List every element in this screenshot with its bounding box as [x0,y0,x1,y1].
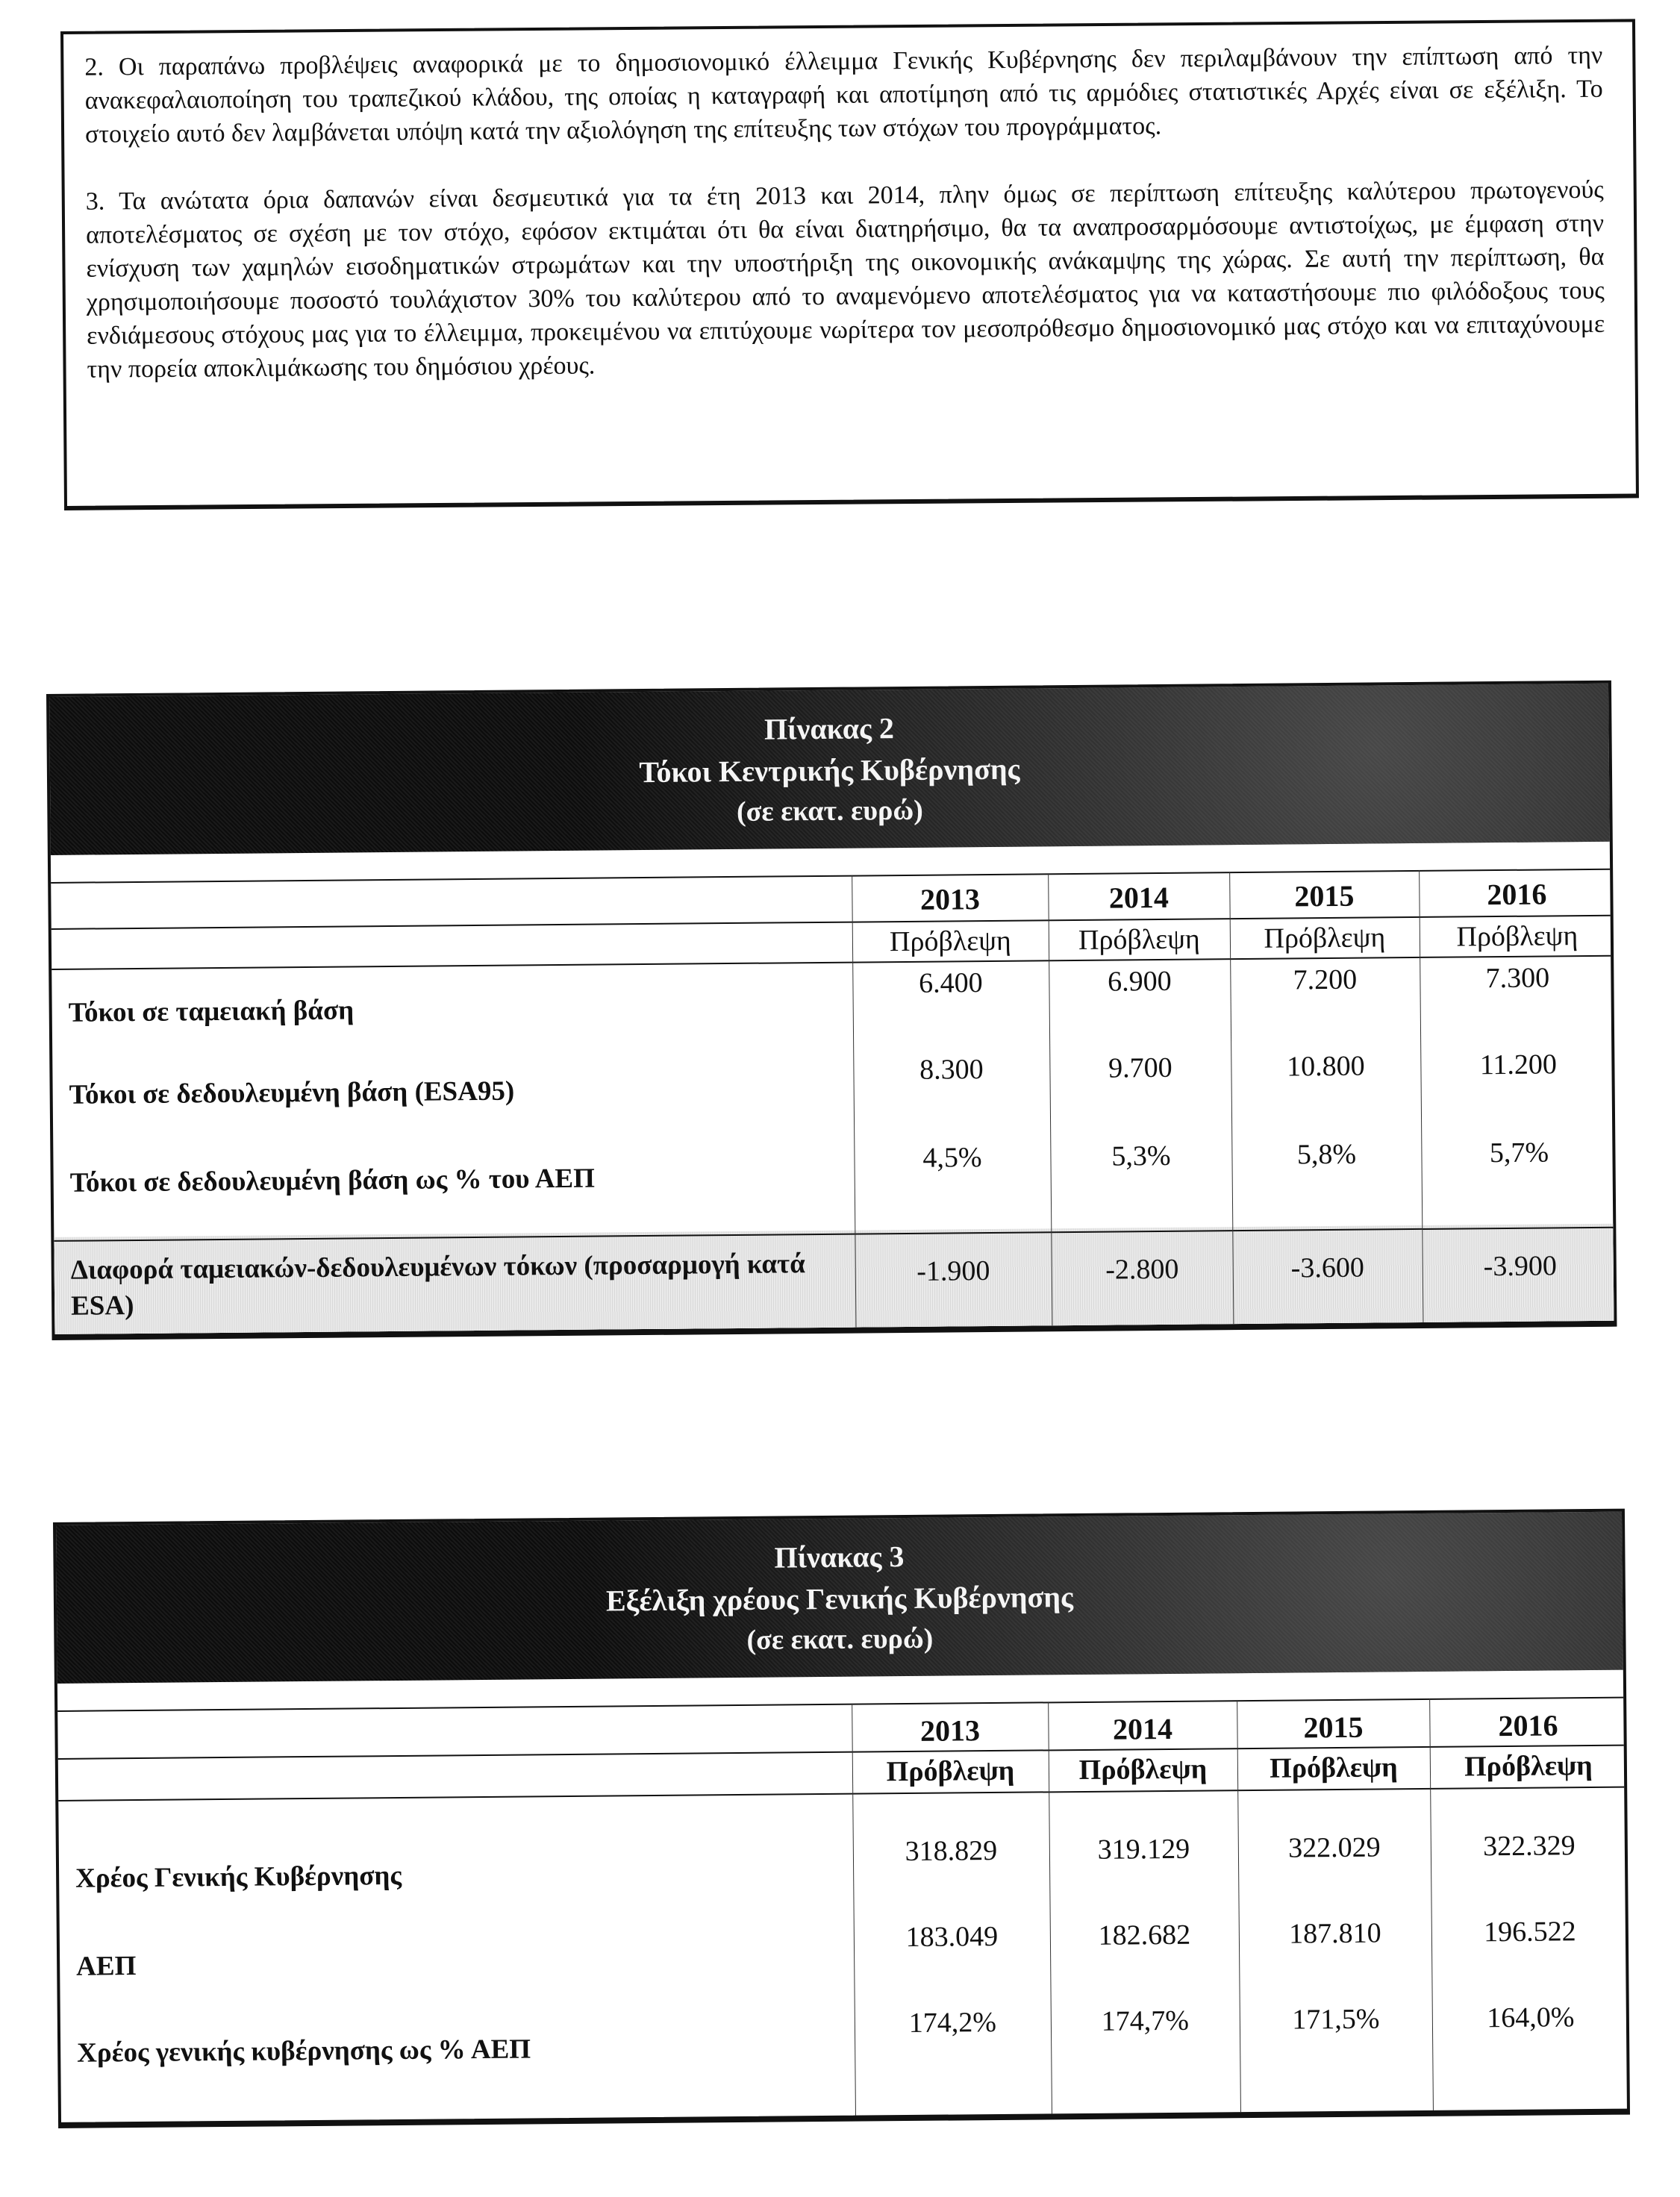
table-cell: -3.600 [1290,1251,1365,1284]
table-cell: 322.029 [1287,1831,1381,1864]
note-paragraph-3: 3. Τα ανώτατα όρια δαπανών είναι δεσμευτικά για τα έτη 2013 και 2014, πλην όμως σε περίπτωση επίτευξης καλύτερου πρωτογενούς αποτελέσματος σε σχέση με τον στόχο, εφόσον εκτιμάται ότι θα είναι διατηρήσιμο, θα τα αναπροσαρμόσουμε αντιστοίχως, με έμφαση στην ενίσχυση των χαμηλών εισοδηματικών στρωμάτων και την υποστήριξη της οικονομικής ανάκαμψης της χώρας. Σε αυτή την περίπτωση, θα χρησιμοποιήσουμε ποσοστό τουλάχιστον 30% του καλύτερου από το αναμενόμενο αποτελέσματος για να καταστήσουμε πιο φιλόδοξους τους ενδιάμεσους στόχους μας για το έλλειμμα, προκειμένου να επιτύχουμε νωρίτερα τον μεσοπρόθεσμο δημοσιονομικό μας στόχο και να επιταχύνουμε την πορεία αποκλιμάκωσης του δημόσιου χρέους. [85,175,1605,384]
row-label-debt-pct-gdp: Χρέος γενικής κυβέρνησης ως % ΑΕΠ [77,2034,531,2069]
table-3-header [56,1512,1623,1684]
table-cell: 7.300 [1485,962,1550,995]
year-2014: 2014 [1112,1711,1173,1746]
table-cell: 171,5% [1292,2003,1380,2036]
table-cell: 5,7% [1489,1137,1549,1169]
year-2013: 2013 [919,882,981,916]
table-cell: 318.829 [905,1834,998,1868]
forecast-label: Πρόβλεψη [1269,1751,1398,1784]
year-2013: 2013 [919,1713,981,1748]
table-3-debt [53,1509,1630,2128]
table-cell: 183.049 [905,1920,999,1954]
row-label-cash-interest: Τόκοι σε ταμειακή βάση [68,995,355,1028]
table-cell: 6.900 [1107,965,1172,998]
table-cell: 319.129 [1097,1833,1190,1866]
forecast-label: Πρόβλεψη [1264,922,1386,954]
row-label-cash-accrual-difference: Διαφορά ταμειακών-δεδουλευμένων τόκων (προσαρμογή κατά ESA) [70,1248,805,1322]
table-cell: 7.200 [1293,963,1358,996]
row-label-gdp: ΑΕΠ [76,1951,137,1982]
table-2-title: Πίνακας 2 [764,711,895,746]
table-cell: 4,5% [922,1142,982,1174]
table-2-subtitle: Τόκοι Κεντρικής Κυβέρνησης [639,751,1020,790]
table-3-subtitle: Εξέλιξη χρέους Γενικής Κυβέρνησης [605,1580,1074,1618]
divider [58,1787,1624,1801]
table-cell: 6.400 [918,967,983,999]
year-2015: 2015 [1294,878,1355,913]
table-cell: 182.682 [1098,1919,1191,1951]
year-2014: 2014 [1108,880,1170,915]
year-2016: 2016 [1498,1708,1558,1743]
table-cell: -3.900 [1483,1250,1558,1283]
table-cell: 174,7% [1101,2004,1190,2037]
table-2-unit: (σε εκατ. ευρώ) [736,794,923,828]
table-cell: 187.810 [1288,1917,1381,1950]
table-cell: 11.200 [1479,1049,1558,1081]
table-cell: 174,2% [908,2006,997,2040]
row-label-government-debt: Χρέος Γενικής Κυβέρνησης [75,1860,402,1894]
table-2-interest [46,681,1617,1340]
forecast-label: Πρόβλεψη [889,925,1012,958]
table-cell: 8.300 [919,1054,984,1086]
notes-box [60,19,1639,510]
table-2-header [49,684,1610,855]
table-cell: -1.900 [916,1254,990,1287]
note-paragraph-2: 2. Οι παραπάνω προβλέψεις αναφορικά με το δημοσιονομικό έλλειμμα Γενικής Κυβέρνησης δεν περιλαμβάνουν την επίπτωση από την ανακεφαλαιοποίηση του τραπεζικού κλάδου, της οποίας η καταγραφή και αποτίμηση από τις αρμόδιες στατιστικές Αρχές είναι σε εξέλιξη. Το στοιχείο αυτό δεν λαμβάνεται υπόψη κατά την αξιολόγηση της επίτευξης των στόχων του προγράμματος. [84,41,1603,149]
table-cell: 196.522 [1483,1916,1576,1948]
forecast-label: Πρόβλεψη [1078,923,1200,956]
table-3-unit: (σε εκατ. ευρώ) [746,1622,934,1656]
forecast-label: Πρόβλεψη [1456,920,1578,953]
row-label-accrual-pct-gdp: Τόκοι σε δεδουλευμένη βάση ως % του ΑΕΠ [69,1163,596,1198]
table-cell: 9.700 [1108,1051,1172,1084]
table-cell: -2.800 [1105,1253,1179,1286]
forecast-label: Πρόβλεψη [1078,1753,1208,1787]
table-cell: 164,0% [1487,2001,1575,2034]
table-cell: 5,3% [1111,1140,1171,1172]
year-2015: 2015 [1303,1710,1364,1745]
table-cell: 322.329 [1482,1830,1576,1863]
forecast-label: Πρόβλεψη [1464,1750,1593,1783]
table-3-title: Πίνακας 3 [774,1540,905,1575]
table-cell: 5,8% [1296,1138,1357,1171]
year-2016: 2016 [1487,877,1547,912]
table-cell: 10.800 [1286,1050,1365,1083]
forecast-label: Πρόβλεψη [886,1754,1015,1788]
row-label-accrual-interest: Τόκοι σε δεδουλευμένη βάση (ESA95) [69,1075,515,1110]
